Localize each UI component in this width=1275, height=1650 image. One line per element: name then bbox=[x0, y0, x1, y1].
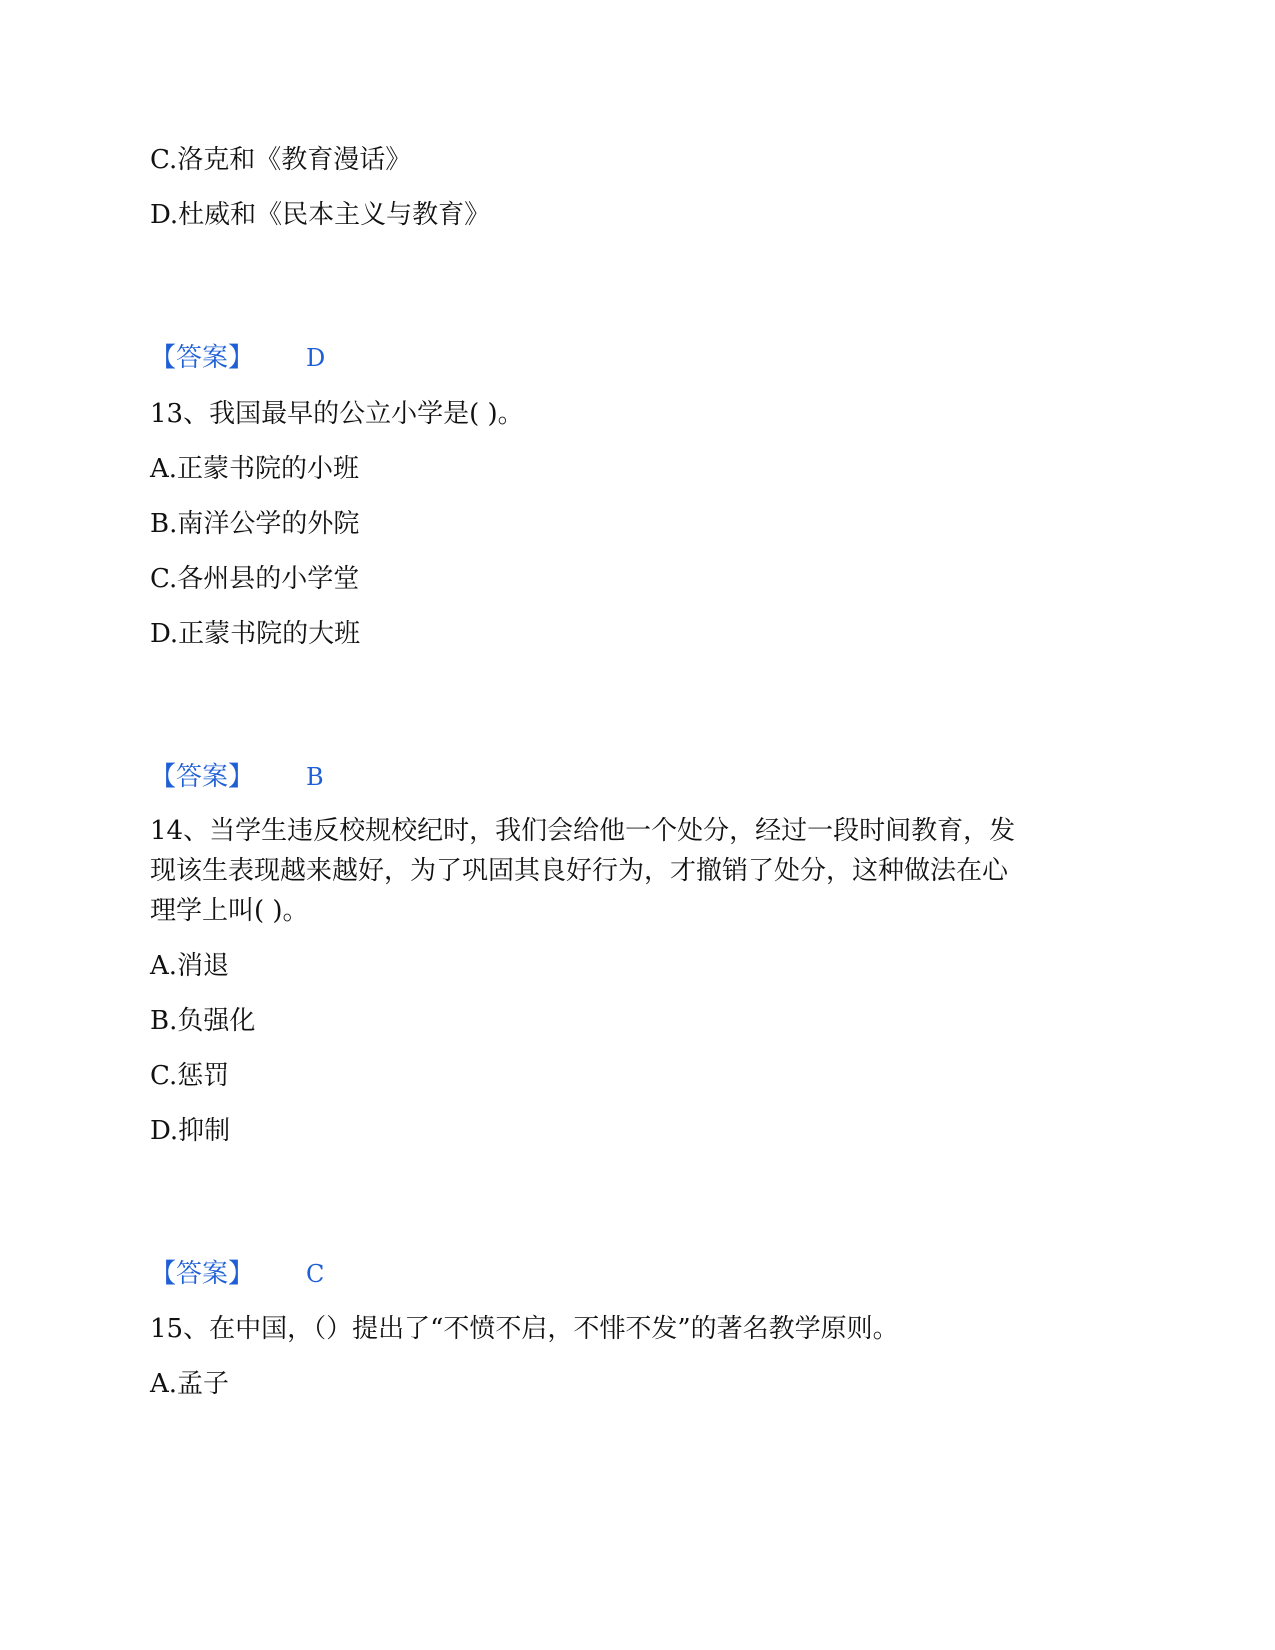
q13-option-c: C.各州县的小学堂 bbox=[150, 564, 360, 594]
q14-option-a: A.消退 bbox=[150, 951, 230, 981]
answer-label: 【答案】 bbox=[150, 1259, 255, 1289]
q14-answer bbox=[150, 1254, 324, 1294]
q13-option-d: D.正蒙书院的大班 bbox=[150, 619, 361, 649]
q14-question-line-2: 现该生表现越来越好，为了巩固其良好行为，才撤销了处分，这种做法在心 bbox=[150, 856, 1009, 886]
q13-option-a: A.正蒙书院的小班 bbox=[150, 454, 360, 484]
q15-option-a: A.孟子 bbox=[150, 1369, 230, 1399]
q13-question: 13、我国最早的公立小学是( )。 bbox=[150, 399, 524, 429]
q14-option-d: D.抑制 bbox=[150, 1116, 231, 1146]
q12-option-d: D.杜威和《民本主义与教育》 bbox=[150, 200, 491, 230]
q12-option-c: C.洛克和《教育漫话》 bbox=[150, 145, 412, 175]
q12-answer bbox=[150, 338, 325, 378]
q14-option-c: C.惩罚 bbox=[150, 1061, 230, 1091]
answer-label: 【答案】 bbox=[150, 343, 255, 373]
q13-option-b: B.南洋公学的外院 bbox=[150, 509, 360, 539]
q14-question-line-3: 理学上叫( )。 bbox=[150, 896, 309, 926]
answer-label: 【答案】 bbox=[150, 762, 255, 792]
q14-option-b: B.负强化 bbox=[150, 1006, 256, 1036]
answer-value: D bbox=[306, 344, 326, 372]
answer-value: B bbox=[306, 763, 324, 791]
q15-question: 15、在中国，（）提出了“不愤不启，不悱不发”的著名教学原则。 bbox=[150, 1314, 899, 1344]
answer-value: C bbox=[306, 1260, 325, 1288]
q14-question-line-1: 14、当学生违反校规校纪时，我们会给他一个处分，经过一段时间教育，发 bbox=[150, 816, 1016, 846]
q13-answer bbox=[150, 757, 324, 797]
